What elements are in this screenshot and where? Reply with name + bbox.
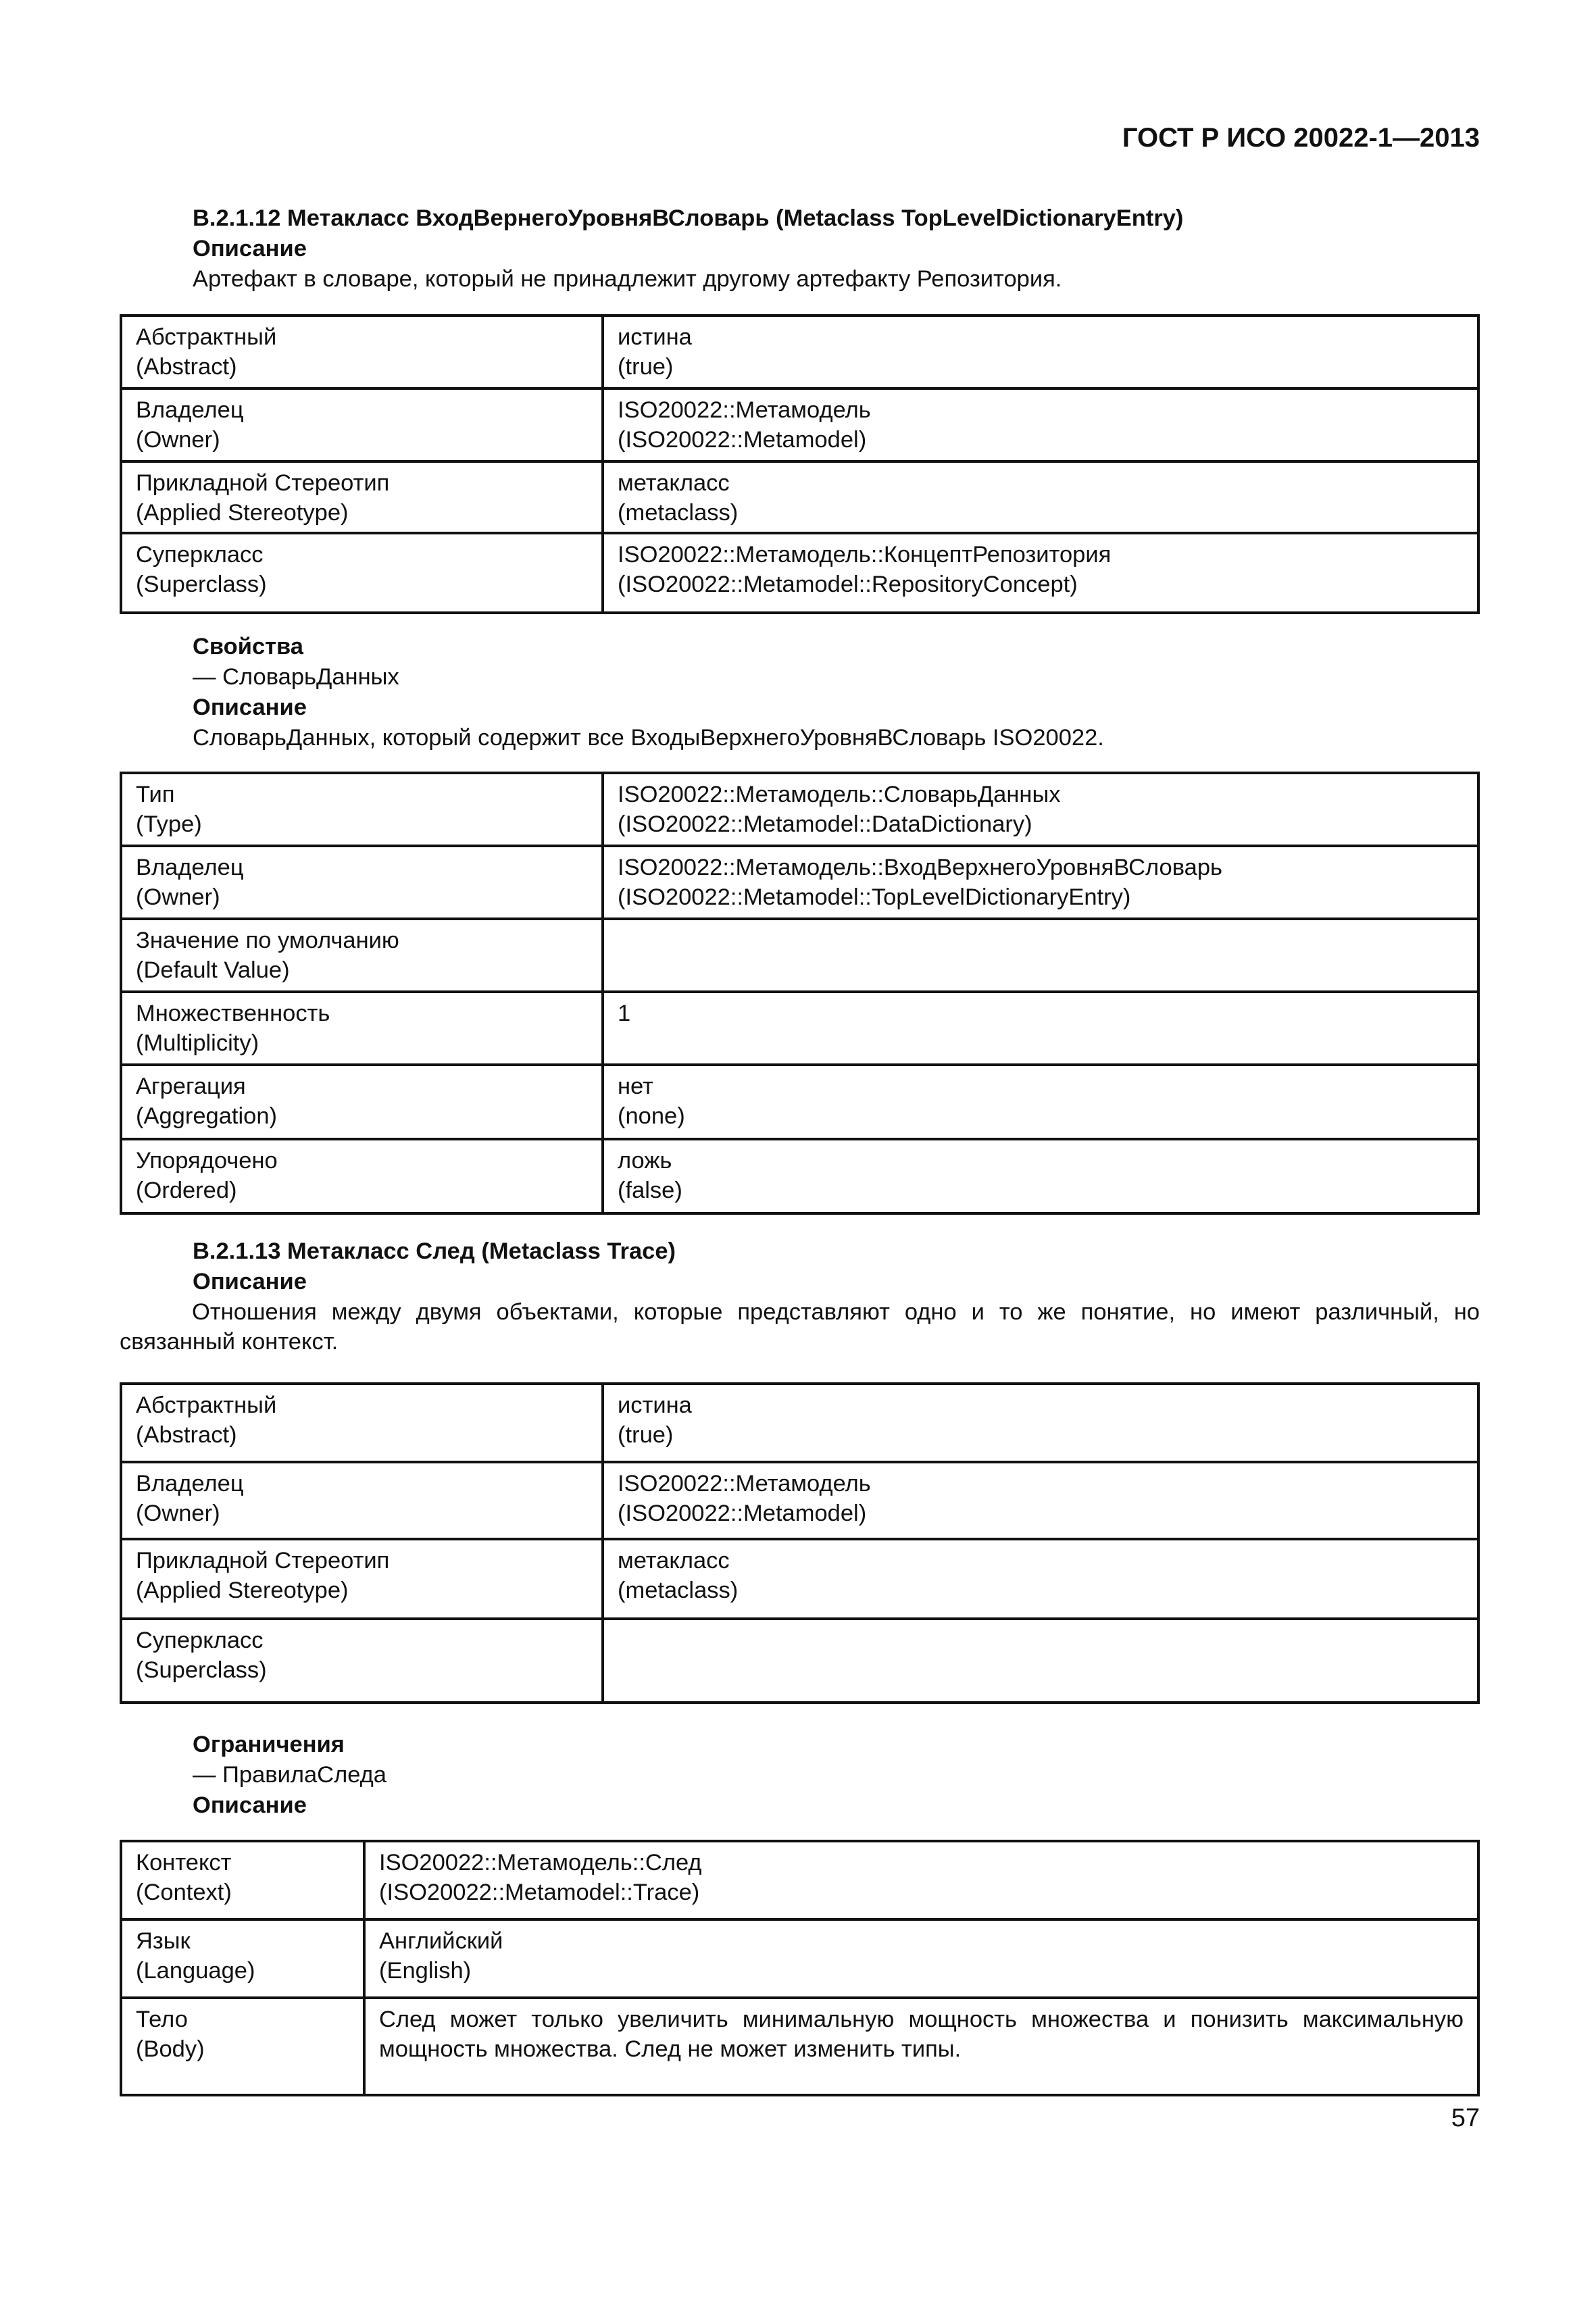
table-cell-value: метакласс (metaclass) xyxy=(603,461,1478,533)
table-cell-value: ISO20022::Метамодель (ISO20022::Metamodel) xyxy=(603,1462,1478,1539)
table-cell-value xyxy=(603,919,1478,992)
constraint-description-heading: Описание xyxy=(193,1792,307,1818)
table-cell-name: Владелец (Owner) xyxy=(121,1462,603,1539)
table-cell-name: Значение по умолчанию (Default Value) xyxy=(121,919,603,992)
table-cell-value: метакласс (metaclass) xyxy=(603,1539,1478,1619)
table-row xyxy=(121,992,1478,1065)
document-id-header: ГОСТ Р ИСО 20022-1—2013 xyxy=(1122,123,1480,153)
description-text: Артефакт в словаре, который не принадлежит другому артефакту Репозитория. xyxy=(193,266,1062,292)
page-number: 57 xyxy=(1451,2104,1480,2132)
constraint-item: — ПравилаСледа xyxy=(193,1762,386,1788)
table-cell-value: ложь (false) xyxy=(603,1139,1478,1213)
table-cell-value: ISO20022::Метамодель::КонцептРепозитория (ISO20022::Metamodel::RepositoryConcept) xyxy=(603,533,1478,613)
table-row xyxy=(121,1065,1478,1139)
description-text: Отношения между двумя объектами, которые представляют одно и то же понятие, но имеют различный, но связанный контекст. xyxy=(120,1299,1480,1355)
property-table xyxy=(120,772,1480,1215)
table-cell-name: Прикладной Стереотип (Applied Stereotype) xyxy=(121,1539,603,1619)
table-cell-value: Английский (English) xyxy=(364,1919,1478,1998)
table-cell-value: истина (true) xyxy=(603,1384,1478,1462)
table-cell-value: ISO20022::Метамодель::След (ISO20022::Metamodel::Trace) xyxy=(364,1841,1478,1919)
table-cell-value: нет (none) xyxy=(603,1065,1478,1139)
table-cell-name: Множественность (Multiplicity) xyxy=(121,992,603,1065)
description-heading: Описание xyxy=(193,1269,307,1294)
table-row xyxy=(121,1462,1478,1539)
table-cell-value xyxy=(603,1619,1478,1703)
table-cell-name: Суперкласс (Superclass) xyxy=(121,1619,603,1703)
constraints-heading: Ограничения xyxy=(193,1732,345,1757)
table-cell-value: След может только увеличить минимальную мощность множества и понизить максимальную мощность множества. След не может изменить типы. xyxy=(364,1998,1478,2095)
table-cell-value: ISO20022::Метамодель::СловарьДанных (ISO20022::Metamodel::DataDictionary) xyxy=(603,773,1478,846)
table-row xyxy=(121,919,1478,992)
table-row xyxy=(121,773,1478,846)
table-cell-value: ISO20022::Метамодель::ВходВерхнегоУровняВСловарь (ISO20022::Metamodel::TopLevelDictionaryEntry) xyxy=(603,846,1478,919)
table-row xyxy=(121,1998,1478,2095)
metaclass-attributes-table xyxy=(120,1382,1480,1704)
table-cell-name: Прикладной Стереотип (Applied Stereotype) xyxy=(121,461,603,533)
constraint-table xyxy=(120,1840,1480,2096)
table-cell-name: Абстрактный (Abstract) xyxy=(121,316,603,388)
table-row xyxy=(121,1841,1478,1919)
table-row xyxy=(121,316,1478,388)
table-row xyxy=(121,1139,1478,1213)
property-description-text: СловарьДанных, который содержит все ВходыВерхнегоУровняВСловарь ISO20022. xyxy=(193,725,1104,751)
section-title-b21213: B.2.1.13 Метакласс След (Metaclass Trace) xyxy=(193,1238,676,1264)
table-cell-name: Абстрактный (Abstract) xyxy=(121,1384,603,1462)
section-title-b21212: B.2.1.12 Метакласс ВходВернегоУровняВСловарь (Metaclass TopLevelDictionaryEntry) xyxy=(193,205,1184,231)
table-cell-name: Тип (Type) xyxy=(121,773,603,846)
table-cell-name: Суперкласс (Superclass) xyxy=(121,533,603,613)
table-cell-name: Контекст (Context) xyxy=(121,1841,364,1919)
table-cell-name: Агрегация (Aggregation) xyxy=(121,1065,603,1139)
property-item: — СловарьДанных xyxy=(193,664,399,690)
metaclass-attributes-table xyxy=(120,314,1480,614)
table-row xyxy=(121,1619,1478,1703)
table-row xyxy=(121,388,1478,461)
description-heading: Описание xyxy=(193,236,307,261)
table-row xyxy=(121,1539,1478,1619)
table-row xyxy=(121,461,1478,533)
table-cell-value: ISO20022::Метамодель (ISO20022::Metamodel) xyxy=(603,388,1478,461)
table-cell-name: Тело (Body) xyxy=(121,1998,364,2095)
properties-heading: Свойства xyxy=(193,634,303,659)
table-row xyxy=(121,846,1478,919)
table-cell-name: Владелец (Owner) xyxy=(121,846,603,919)
table-cell-name: Язык (Language) xyxy=(121,1919,364,1998)
table-cell-name: Упорядочено (Ordered) xyxy=(121,1139,603,1213)
table-row xyxy=(121,1919,1478,1998)
table-cell-value: истина (true) xyxy=(603,316,1478,388)
table-row xyxy=(121,1384,1478,1462)
table-row xyxy=(121,533,1478,613)
table-cell-value: 1 xyxy=(603,992,1478,1065)
property-description-heading: Описание xyxy=(193,695,307,720)
table-cell-name: Владелец (Owner) xyxy=(121,388,603,461)
